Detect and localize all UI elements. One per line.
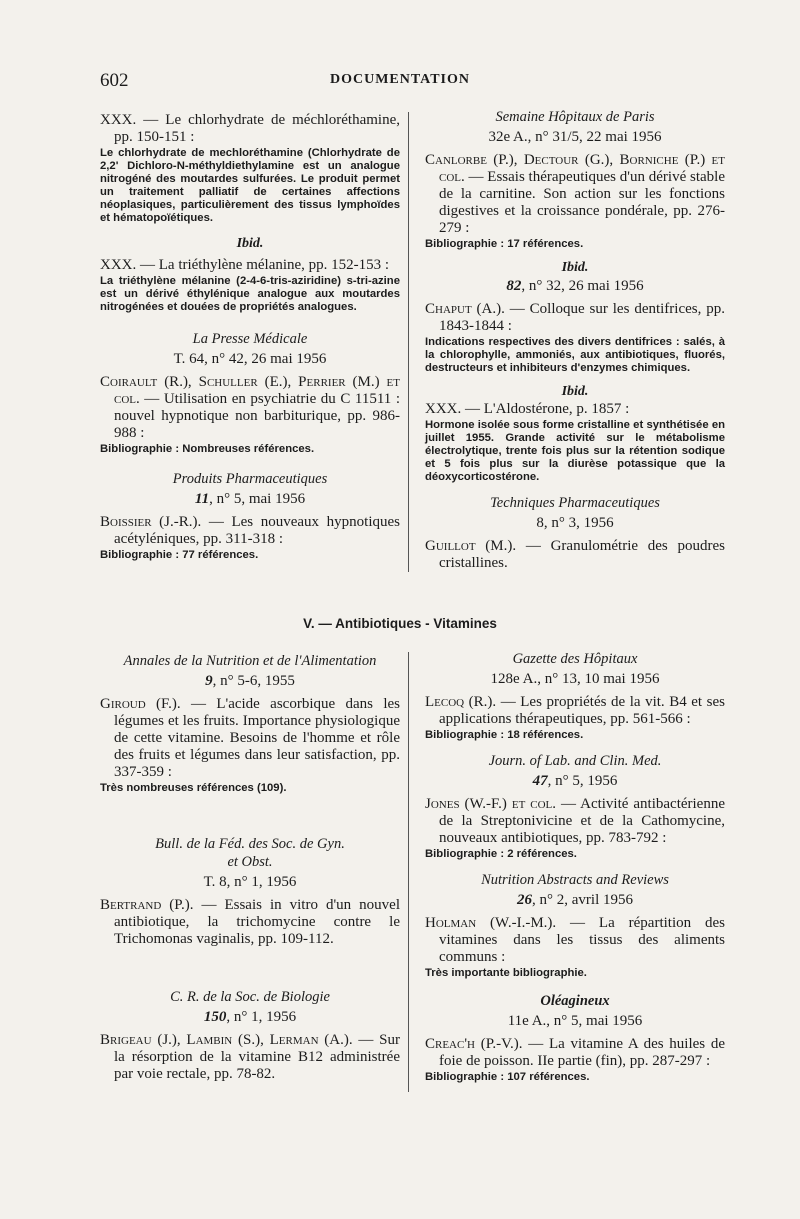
reference-entry — [100, 514, 400, 548]
entry-bibliography: Bibliographie : 2 références. — [425, 848, 577, 860]
top-left-column — [100, 112, 400, 562]
entry-text: — Les propriétés de la vit. B4 et ses applications thérapeutiques, pp. 561-566 : — [439, 694, 725, 727]
running-title: DOCUMENTATION — [329, 72, 471, 87]
entry-summary: Hormone isolée sous forme cristalline et synthétisée en juillet 1955. Grande activité sur le métabolisme électrolytique, trente fois plus sur la rétention sodique et 5 fois plus sur la diurèse potassique que la déoxycorticostérone. — [425, 419, 725, 483]
journal-issue — [425, 128, 725, 146]
issue-volume: 150 — [203, 1009, 227, 1025]
entry-author: Giroud (F.). — [100, 696, 181, 712]
entry-text: — La vitamine A des huiles de foie de poisson. IIe partie (fin), pp. 287-297 : — [439, 1036, 726, 1069]
journal-issue — [425, 891, 725, 909]
journal-title: Journ. of Lab. and Clin. Med. — [488, 753, 662, 769]
entry-author: Jones (W.-F.) et col. — [425, 796, 557, 812]
entry-author: Boissier (J.-R.). — [100, 514, 202, 530]
issue-details: , n° 5, 1956 — [547, 773, 618, 789]
ibid-heading: Ibid. — [561, 384, 589, 399]
reference-entry — [425, 796, 725, 847]
issue-details: 32e A., n° 31/5, 22 mai 1956 — [488, 129, 662, 145]
issue-details: , n° 5, mai 1956 — [209, 491, 306, 507]
ibid-heading: Ibid. — [561, 260, 589, 275]
section-title: V. — Antibiotiques - Vitamines — [303, 616, 497, 631]
entry-author: Brigeau (J.), Lambin (S.), Lerman (A.). — [100, 1032, 353, 1048]
journal-issue — [100, 1008, 400, 1026]
issue-details: , n° 1, 1956 — [226, 1009, 297, 1025]
entry-text: XXX. — L'Aldostérone, p. 1857 : — [425, 401, 630, 417]
entry-author: Creac'h (P.-V.). — [425, 1036, 523, 1052]
entry-bibliography: Bibliographie : 77 références. — [100, 549, 259, 561]
journal-title: Annales de la Nutrition et de l'Alimentation — [123, 653, 377, 669]
entry-text: XXX. — Le chlorhydrate de méchloréthamine, pp. 150-151 : — [100, 112, 400, 145]
entry-summary: Indications respectives des divers dentifrices : salés, à la chlorophylle, ammoniés, aux antibiotiques, fluorés, destructeurs et inhibiteurs d'enzymes chimiques. — [425, 336, 725, 374]
reference-entry — [425, 152, 725, 237]
ibid-heading: Ibid. — [236, 236, 264, 251]
issue-volume: 82 — [506, 278, 522, 294]
column-rule-top — [408, 112, 409, 572]
entry-text: — Sur la résorption de la vitamine B12 administrée par voie rectale, pp. 78-82. — [114, 1032, 400, 1082]
entry-text: — Colloque sur les dentifrices, pp. 1843-1844 : — [439, 301, 726, 334]
issue-details: , n° 32, 26 mai 1956 — [521, 278, 644, 294]
issue-volume: 9 — [205, 673, 213, 689]
journal-title: Nutrition Abstracts and Reviews — [481, 872, 669, 888]
bottom-right-column — [425, 650, 725, 1084]
issue-volume: 26 — [517, 892, 532, 908]
bottom-left-column — [100, 652, 400, 1083]
entry-author: Lecoq (R.). — [425, 694, 497, 710]
journal-issue — [100, 490, 400, 508]
journal-issue — [425, 1012, 725, 1030]
journal-title: Bull. de la Féd. des Soc. de Gyn. — [155, 836, 345, 852]
entry-author: Bertrand (P.). — [100, 897, 194, 913]
reference-entry — [425, 301, 725, 335]
journal-title: Produits Pharmaceutiques — [172, 471, 328, 487]
journal-issue — [100, 672, 400, 690]
top-right-column — [425, 108, 725, 572]
journal-title-cont: et Obst. — [227, 854, 273, 870]
journal-issue — [100, 873, 400, 891]
reference-entry — [425, 694, 725, 728]
entry-author: Coirault (R.), Schuller (E.), Perrier (M.) et col. — [100, 374, 400, 407]
entry-bibliography: Bibliographie : 18 références. — [425, 729, 584, 741]
journal-title: La Presse Médicale — [192, 331, 308, 347]
reference-entry — [100, 374, 400, 442]
reference-entry — [425, 1036, 725, 1070]
entry-bibliography: Bibliographie : 17 références. — [425, 238, 584, 250]
entry-text: — L'acide ascorbique dans les légumes et les fruits. Importance physiologique de cette vitamine. Besoins de l'homme et rôle des fruits et légumes dans leur satisfaction, pp. 337-359 : — [114, 696, 400, 780]
reference-entry — [425, 401, 725, 418]
journal-title: Techniques Pharmaceutiques — [490, 495, 660, 511]
issue-details: , n° 2, avril 1956 — [532, 892, 633, 908]
journal-issue — [100, 350, 400, 368]
entry-bibliography: Très importante bibliographie. — [425, 967, 587, 979]
reference-entry — [100, 1032, 400, 1083]
entry-bibliography: Très nombreuses références (109). — [100, 782, 287, 794]
reference-entry — [100, 257, 400, 274]
journal-title: Semaine Hôpitaux de Paris — [495, 109, 655, 125]
reference-entry — [100, 112, 400, 146]
entry-text: — Les nouveaux hypnotiques acétyléniques, pp. 311-318 : — [114, 514, 400, 547]
journal-issue — [425, 670, 725, 688]
reference-entry — [425, 538, 725, 572]
entry-author: Holman (W.-I.-M.). — [425, 915, 557, 931]
reference-entry — [100, 897, 400, 948]
entry-bibliography: Bibliographie : 107 références. — [425, 1071, 590, 1083]
entry-text: — La répartition des vitamines dans les tissus des aliments communs : — [439, 915, 725, 965]
entry-author: Canlorbe (P.), Dectour (G.), Borniche (P.) et col. — [425, 152, 725, 185]
entry-author: Chaput (A.). — [425, 301, 505, 317]
journal-title: Oléagineux — [540, 993, 610, 1009]
reference-entry — [100, 696, 400, 781]
entry-summary: Le chlorhydrate de mechloréthamine (Chlorhydrate de 2,2' Dichloro-N-méthyldiethylamine est un analogue nitrogéné des moutardes sulfurées. Le produit permet un traitement palliatif de certaines affections néoplasiques, particulièrement des tissus lymphoïdes et hématopoïétiques. — [100, 147, 400, 224]
issue-volume: 11 — [194, 491, 210, 507]
journal-issue — [425, 514, 725, 532]
entry-text: — Activité antibactérienne de la Streptonivicine et de la Cathomycine, nouveaux antibiotiques, pp. 783-792 : — [439, 796, 725, 846]
reference-entry — [425, 915, 725, 966]
journal-issue — [425, 772, 725, 790]
entry-text: — Utilisation en psychiatrie du C 11511 : nouvel hypnotique non barbiturique, pp. 986-988 : — [114, 391, 400, 441]
journal-title: C. R. de la Soc. de Biologie — [170, 989, 330, 1005]
journal-issue — [425, 277, 725, 295]
entry-bibliography: Bibliographie : Nombreuses références. — [100, 443, 315, 455]
entry-text: — Essais in vitro d'un nouvel antibiotique, la trichomycine contre le Trichomonas vaginalis, pp. 109-112. — [114, 897, 400, 947]
entry-text: — Granulométrie des poudres cristallines. — [439, 538, 725, 571]
issue-details: , n° 5-6, 1955 — [212, 673, 295, 689]
entry-text: — Essais thérapeutiques d'un dérivé stable de la carnitine. Son action sur les fonctions digestives et la croissance pondérale, pp. 276-279 : — [439, 169, 725, 236]
journal-title: Gazette des Hôpitaux — [512, 651, 638, 667]
page-number: 602 — [100, 70, 129, 91]
issue-details: 8, n° 3, 1956 — [536, 515, 614, 531]
column-rule-bottom — [408, 652, 409, 1092]
issue-details: 128e A., n° 13, 10 mai 1956 — [490, 671, 660, 687]
issue-details: T. 64, n° 42, 26 mai 1956 — [173, 351, 327, 367]
entry-summary: La triéthylène mélanine (2-4-6-tris-aziridine) s-tri-azine est un dérivé éthylénique analogue aux moutardes nitrogénées et douées de propriétés analogues. — [100, 275, 400, 313]
entry-author: Guillot (M.). — [425, 538, 517, 554]
issue-volume: 47 — [532, 773, 548, 789]
issue-details: T. 8, n° 1, 1956 — [203, 874, 297, 890]
entry-text: XXX. — La triéthylène mélanine, pp. 152-153 : — [100, 257, 390, 273]
issue-details: 11e A., n° 5, mai 1956 — [507, 1013, 643, 1029]
